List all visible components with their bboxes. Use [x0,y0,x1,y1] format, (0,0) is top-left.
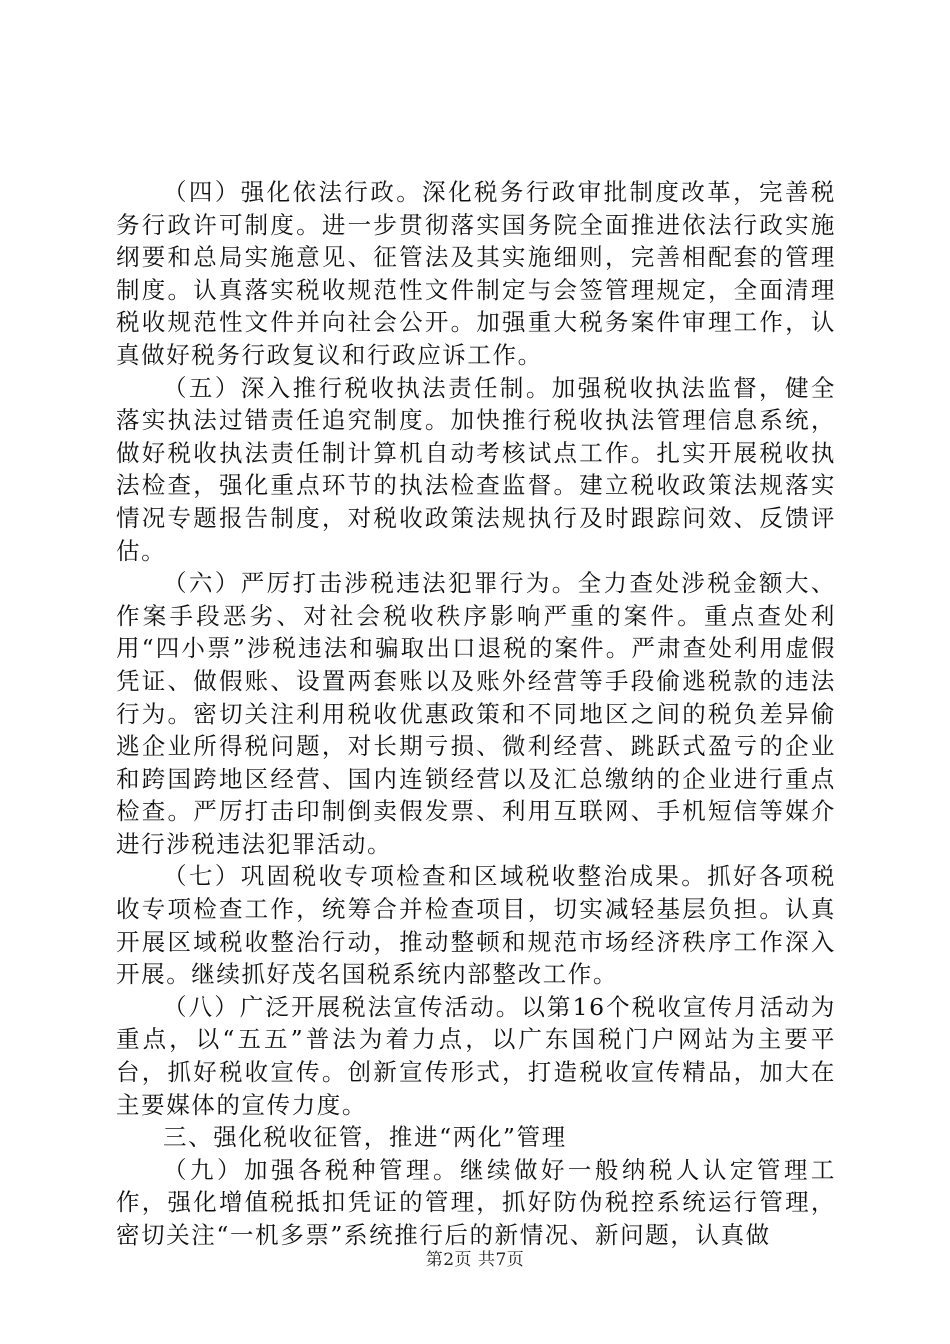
document-body [116,176,836,1252]
paragraph-section-8: （八）广泛开展税法宣传活动。以第16个税收宣传月活动为重点，以“五五”普法为着力点，以广东国税门户网站为主要平台，抓好税收宣传。创新宣传形式，打造税收宣传精品，加大在主要媒体的宣传力度。 [116,992,836,1119]
page-number-footer: 第2页 共7页 [425,1250,525,1270]
paragraph-section-4: （四）强化依法行政。深化税务行政审批制度改革，完善税务行政许可制度。进一步贯彻落实国务院全面推进依法行政实施纲要和总局实施意见、征管法及其实施细则，完善相配套的管理制度。认真落实税收规范性文件制定与会签管理规定，全面清理税收规范性文件并向社会公开。加强重大税务案件审理工作，认真做好税务行政复议和行政应诉工作。 [116,178,836,369]
paragraph-section-9: （九）加强各税种管理。继续做好一般纳税人认定管理工作，强化增值税抵扣凭证的管理，抓好防伪税控系统运行管理，密切关注“一机多票”系统推行后的新情况、新问题，认真做 [116,1155,836,1249]
paragraph-section-5: （五）深入推行税收执法责任制。加强税收执法监督，健全落实执法过错责任追究制度。加快推行税收执法管理信息系统，做好税收执法责任制计算机自动考核试点工作。扎实开展税收执法检查，强化重点环节的执法检查监督。建立税收政策法规落实情况专题报告制度，对税收政策法规执行及时跟踪问效、反馈评估。 [116,373,836,565]
paragraph-section-6: （六）严厉打击涉税违法犯罪行为。全力查处涉税金额大、作案手段恶劣、对社会税收秩序影响严重的案件。重点查处利用“四小票”涉税违法和骗取出口退税的案件。严肃查处利用虚假凭证、做假账、设置两套账以及账外经营等手段偷逃税款的违法行为。密切关注利用税收优惠政策和不同地区之间的税负差异偷逃企业所得税问题，对长期亏损、微利经营、跳跃式盈亏的企业和跨国跨地区经营、国内连锁经营以及汇总缴纳的企业进行重点检查。严厉打击印制倒卖假发票、利用互联网、手机短信等媒介进行涉税违法犯罪活动。 [116,569,836,858]
section-heading-3: 三、强化税收征管，推进“两化”管理 [163,1123,567,1152]
paragraph-section-7: （七）巩固税收专项检查和区域税收整治成果。抓好各项税收专项检查工作，统筹合并检查项目，切实减轻基层负担。认真开展区域税收整治行动，推动整顿和规范市场经济秩序工作深入开展。继续抓好茂名国税系统内部整改工作。 [116,862,836,989]
